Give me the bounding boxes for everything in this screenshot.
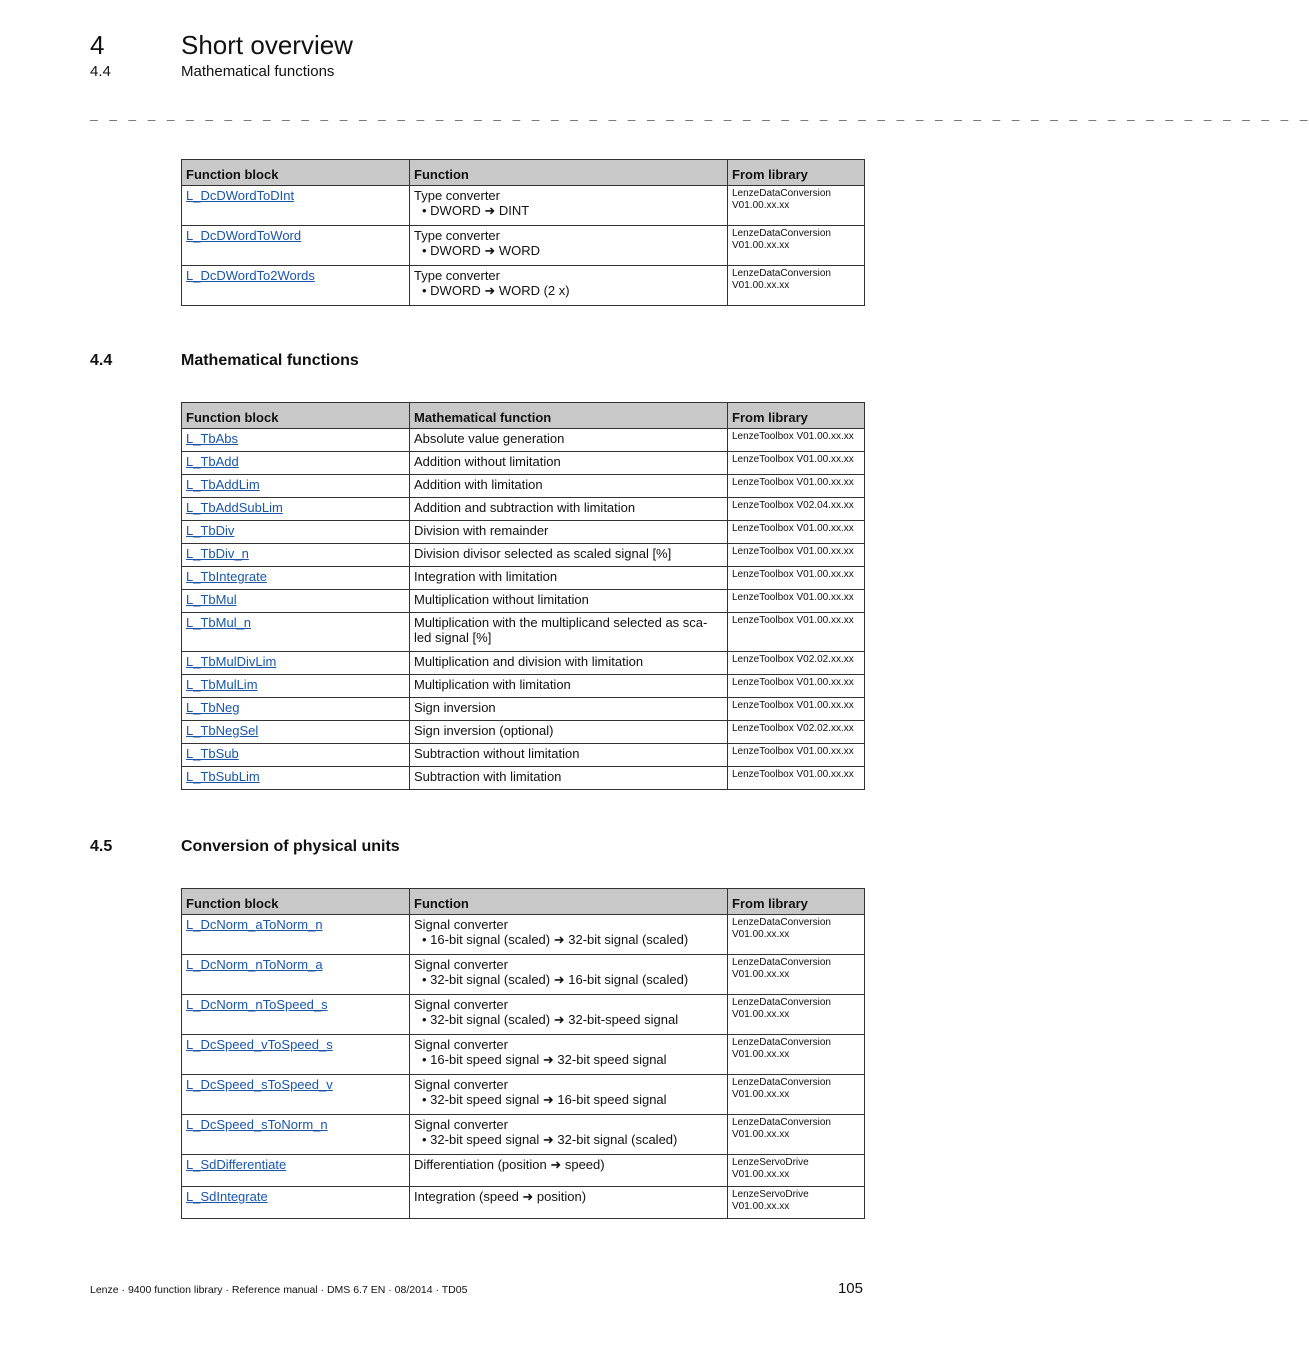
function-text: Subtraction without limitation <box>410 744 728 767</box>
table-row <box>182 186 865 226</box>
function-block-link[interactable]: L_TbAdd <box>186 454 239 469</box>
table-row <box>182 452 865 475</box>
library-name: LenzeDataConversion <box>732 997 831 1008</box>
function-detail: • 32-bit signal (scaled) ➜ 32-bit-speed signal <box>414 1012 723 1028</box>
library-version: V01.00.xx.xx <box>732 200 790 211</box>
column-header: Mathematical function <box>410 403 728 429</box>
library-name: LenzeDataConversion <box>732 1077 831 1088</box>
function-block-link[interactable]: L_TbMul_n <box>186 615 252 630</box>
function-block-link[interactable]: L_DcNorm_nToNorm_a <box>186 957 323 972</box>
library-name: LenzeToolbox V02.02.xx.xx <box>732 654 854 665</box>
function-text: Type converter <box>414 228 500 243</box>
column-header: From library <box>728 403 865 429</box>
function-block-link[interactable]: L_TbAbs <box>186 431 239 446</box>
function-text: Addition without limitation <box>410 452 728 475</box>
conversion-table <box>181 159 865 306</box>
function-text: Signal converter <box>414 917 508 932</box>
table-row <box>182 1035 865 1075</box>
section-number: 4.4 <box>90 352 113 369</box>
library-version: V01.00.xx.xx <box>732 1169 790 1180</box>
table-row <box>182 429 865 452</box>
library-name: LenzeDataConversion <box>732 957 831 968</box>
library-name: LenzeToolbox V01.00.xx.xx <box>732 477 854 488</box>
library-name: LenzeDataConversion <box>732 188 831 199</box>
function-block-link[interactable]: L_DcSpeed_vToSpeed_s <box>186 1037 333 1052</box>
table-row <box>182 698 865 721</box>
table-row <box>182 1075 865 1115</box>
function-detail: • 16-bit signal (scaled) ➜ 32-bit signal (scaled) <box>414 932 723 948</box>
table-row <box>182 1187 865 1219</box>
function-block-link[interactable]: L_DcSpeed_sToNorm_n <box>186 1117 328 1132</box>
column-header: Function block <box>182 160 410 186</box>
header-section-number: 4.4 <box>90 63 111 80</box>
table-row <box>182 521 865 544</box>
function-block-link[interactable]: L_TbSubLim <box>186 769 260 784</box>
function-text: Signal converter <box>414 1037 508 1052</box>
function-block-link[interactable]: L_DcNorm_aToNorm_n <box>186 917 323 932</box>
function-block-link[interactable]: L_TbMulDivLim <box>186 654 277 669</box>
header-section-title: Mathematical functions <box>181 63 335 80</box>
library-name: LenzeToolbox V01.00.xx.xx <box>732 569 854 580</box>
function-detail: • 32-bit signal (scaled) ➜ 16-bit signal (scaled) <box>414 972 723 988</box>
chapter-number: 4 <box>90 30 105 60</box>
function-block-link[interactable]: L_TbAddLim <box>186 477 260 492</box>
library-name: LenzeToolbox V02.02.xx.xx <box>732 723 854 734</box>
library-version: V01.00.xx.xx <box>732 1089 790 1100</box>
function-text: Signal converter <box>414 1117 508 1132</box>
table-row <box>182 1115 865 1155</box>
library-version: V01.00.xx.xx <box>732 1129 790 1140</box>
chapter-title: Short overview <box>181 30 353 60</box>
table-row <box>182 266 865 306</box>
library-version: V01.00.xx.xx <box>732 969 790 980</box>
table-row <box>182 721 865 744</box>
function-block-link[interactable]: L_TbAddSubLim <box>186 500 283 515</box>
library-name: LenzeToolbox V01.00.xx.xx <box>732 523 854 534</box>
table-row <box>182 995 865 1035</box>
library-name: LenzeDataConversion <box>732 268 831 279</box>
function-block-link[interactable]: L_DcDWordToWord <box>186 228 302 243</box>
function-detail: • DWORD ➜ WORD (2 x) <box>414 283 723 299</box>
function-text: Integration (speed ➜ position) <box>414 1189 587 1204</box>
function-detail: • DWORD ➜ WORD <box>414 243 723 259</box>
table-row <box>182 226 865 266</box>
library-name: LenzeDataConversion <box>732 917 831 928</box>
function-text: Addition with limitation <box>410 475 728 498</box>
function-block-link[interactable]: L_DcSpeed_sToSpeed_v <box>186 1077 333 1092</box>
page-number: 105 <box>837 1280 863 1297</box>
library-name: LenzeToolbox V01.00.xx.xx <box>732 769 854 780</box>
table-row <box>182 475 865 498</box>
library-version: V01.00.xx.xx <box>732 1009 790 1020</box>
function-text: Signal converter <box>414 957 508 972</box>
function-block-link[interactable]: L_SdIntegrate <box>186 1189 268 1204</box>
math-functions-table <box>181 402 865 790</box>
column-header: Function <box>410 889 728 915</box>
function-text: Sign inversion (optional) <box>410 721 728 744</box>
library-version: V01.00.xx.xx <box>732 1201 790 1212</box>
library-name: LenzeDataConversion <box>732 1117 831 1128</box>
function-block-link[interactable]: L_TbMul <box>186 592 237 607</box>
section-title: Conversion of physical units <box>181 838 400 855</box>
function-text: Signal converter <box>414 997 508 1012</box>
table-row <box>182 955 865 995</box>
library-version: V01.00.xx.xx <box>732 1049 790 1060</box>
function-block-link[interactable]: L_DcNorm_nToSpeed_s <box>186 997 328 1012</box>
table-header-row <box>182 403 865 429</box>
function-detail: • 32-bit speed signal ➜ 32-bit signal (scaled) <box>414 1132 723 1148</box>
table-row <box>182 590 865 613</box>
library-name: LenzeToolbox V01.00.xx.xx <box>732 677 854 688</box>
library-name: LenzeToolbox V01.00.xx.xx <box>732 431 854 442</box>
function-text-continued: led signal [%] <box>414 630 492 645</box>
function-block-link[interactable]: L_SdDifferentiate <box>186 1157 287 1172</box>
column-header: From library <box>728 160 865 186</box>
library-name: LenzeToolbox V01.00.xx.xx <box>732 615 854 626</box>
function-text: Division divisor selected as scaled signal [%] <box>410 544 728 567</box>
table-row <box>182 767 865 790</box>
library-name: LenzeToolbox V01.00.xx.xx <box>732 546 854 557</box>
table-row <box>182 915 865 955</box>
library-name: LenzeToolbox V02.04.xx.xx <box>732 500 854 511</box>
function-block-link[interactable]: L_TbMulLim <box>186 677 258 692</box>
footer-text: Lenze · 9400 function library · Reference manual · DMS 6.7 EN · 08/2014 · TD05 <box>90 1284 468 1296</box>
library-version: V01.00.xx.xx <box>732 929 790 940</box>
library-name: LenzeToolbox V01.00.xx.xx <box>732 746 854 757</box>
function-text: Signal converter <box>414 1077 508 1092</box>
function-detail: • DWORD ➜ DINT <box>414 203 723 219</box>
function-detail: • 16-bit speed signal ➜ 32-bit speed signal <box>414 1052 723 1068</box>
function-text: Sign inversion <box>410 698 728 721</box>
table-header-row <box>182 889 865 915</box>
library-name: LenzeToolbox V01.00.xx.xx <box>732 454 854 465</box>
library-name: LenzeToolbox V01.00.xx.xx <box>732 700 854 711</box>
table-row <box>182 498 865 521</box>
table-row <box>182 567 865 590</box>
function-text: Absolute value generation <box>410 429 728 452</box>
function-text: Multiplication with the multiplicand selected as sca- <box>414 615 708 630</box>
library-version: V01.00.xx.xx <box>732 280 790 291</box>
column-header: From library <box>728 889 865 915</box>
function-block-link[interactable]: L_TbNegSel <box>186 723 259 738</box>
section-title: Mathematical functions <box>181 352 359 369</box>
function-detail: • 32-bit speed signal ➜ 16-bit speed signal <box>414 1092 723 1108</box>
header-dashed-rule: _ _ _ _ _ _ _ _ _ _ _ _ _ _ _ _ _ _ _ _ _ _ _ _ _ _ _ _ _ _ _ _ _ _ _ _ _ _ _ _ _ _ _ _ _ _ _ _ _ _ _ _ _ _ _ _ _ _ _ _ _ _ _ _ <box>90 108 1309 123</box>
table-header-row <box>182 160 865 186</box>
function-block-link[interactable]: L_DcDWordToDInt <box>186 188 295 203</box>
library-name: LenzeDataConversion <box>732 1037 831 1048</box>
function-text: Division with remainder <box>410 521 728 544</box>
library-version: V01.00.xx.xx <box>732 240 790 251</box>
physical-units-table <box>181 888 865 1219</box>
function-text: Type converter <box>414 268 500 283</box>
function-text: Integration with limitation <box>410 567 728 590</box>
function-text: Multiplication and division with limitation <box>410 652 728 675</box>
function-block-link[interactable]: L_TbSub <box>186 746 239 761</box>
function-block-link[interactable]: L_TbDiv_n <box>186 546 249 561</box>
library-name: LenzeDataConversion <box>732 228 831 239</box>
function-block-link[interactable]: L_TbIntegrate <box>186 569 267 584</box>
library-name: LenzeServoDrive <box>732 1157 809 1168</box>
table-row <box>182 544 865 567</box>
function-block-link[interactable]: L_TbNeg <box>186 700 240 715</box>
library-name: LenzeToolbox V01.00.xx.xx <box>732 592 854 603</box>
function-text: Subtraction with limitation <box>410 767 728 790</box>
section-number: 4.5 <box>90 838 113 855</box>
function-block-link[interactable]: L_TbDiv <box>186 523 235 538</box>
function-text: Differentiation (position ➜ speed) <box>414 1157 605 1172</box>
library-name: LenzeServoDrive <box>732 1189 809 1200</box>
function-text: Addition and subtraction with limitation <box>410 498 728 521</box>
function-text: Type converter <box>414 188 500 203</box>
column-header: Function block <box>182 889 410 915</box>
function-text: Multiplication with limitation <box>410 675 728 698</box>
table-row <box>182 744 865 767</box>
table-row <box>182 613 865 652</box>
function-block-link[interactable]: L_DcDWordTo2Words <box>186 268 315 283</box>
table-row <box>182 652 865 675</box>
column-header: Function <box>410 160 728 186</box>
table-row <box>182 675 865 698</box>
function-text: Multiplication without limitation <box>410 590 728 613</box>
column-header: Function block <box>182 403 410 429</box>
table-row <box>182 1155 865 1187</box>
